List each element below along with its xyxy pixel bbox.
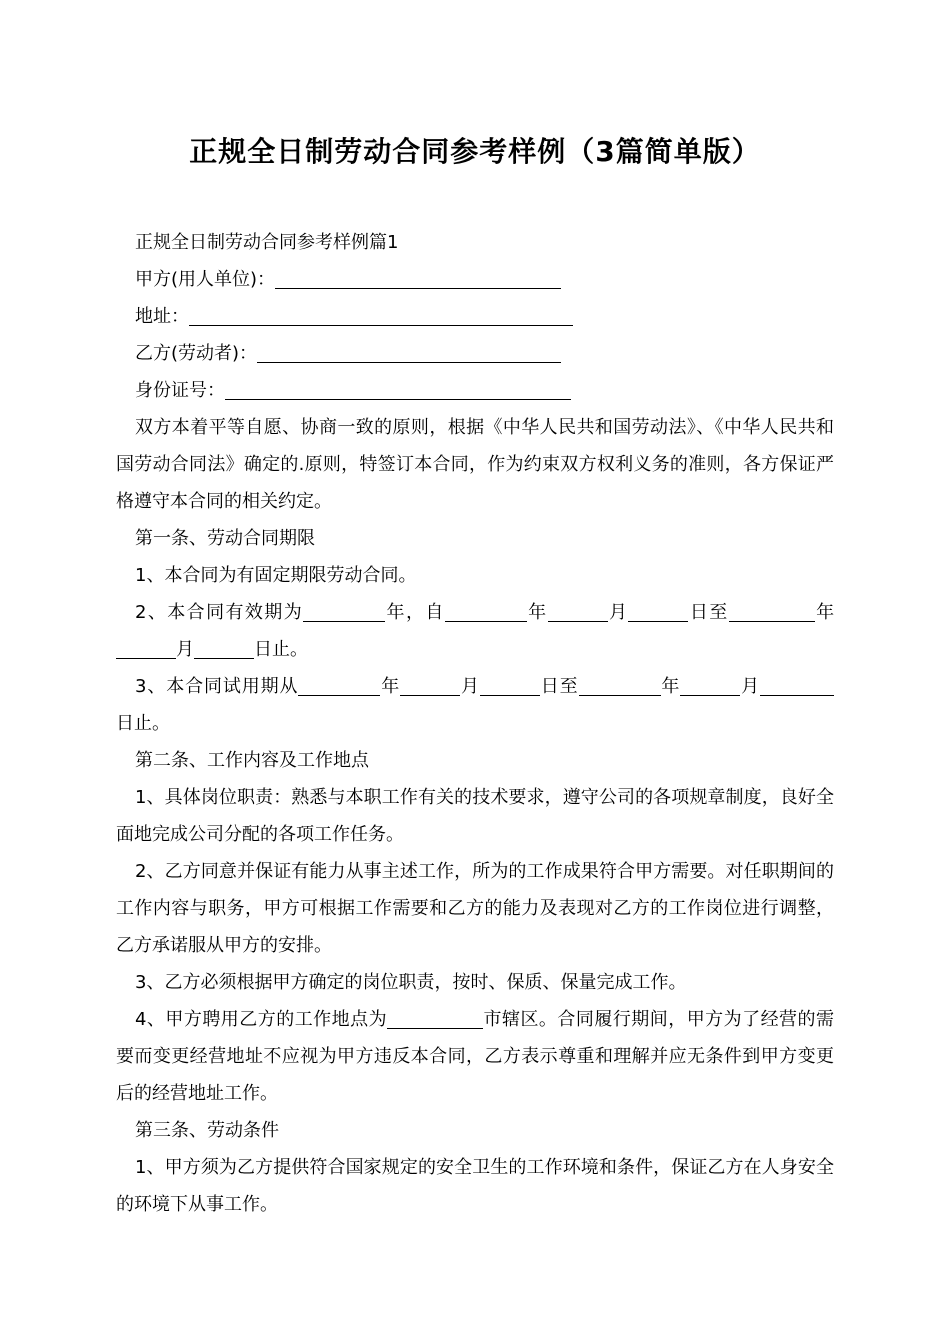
- a2-item4-lead: 4、甲方聘用乙方的工作地点为: [135, 1009, 388, 1030]
- a1-item3-lead: 3、本合同试用期从: [135, 676, 299, 697]
- id-number-line: [116, 372, 834, 409]
- address-line: [116, 298, 834, 335]
- work-city-blank: [387, 1004, 483, 1029]
- probation-end-month-blank: [680, 671, 740, 696]
- id-number-blank: [225, 375, 571, 400]
- article3-item1: 1、甲方须为乙方提供符合国家规定的安全卫生的工作环境和条件，保证乙方在人身安全的环境下从事工作。: [116, 1157, 834, 1215]
- document-title: 正规全日制劳动合同参考样例（3篇简单版）: [189, 135, 761, 168]
- article2-item2: 2、乙方同意并保证有能力从事主述工作，所为的工作成果符合甲方需要。对任职期间的工作内容与职务，甲方可根据工作需要和乙方的能力及表现对乙方的工作岗位进行调整，乙方承诺服从甲方的安排。: [116, 861, 834, 956]
- probation-end-year-blank: [579, 671, 661, 696]
- a1-item3-t1: 年: [380, 676, 401, 697]
- end-month-blank: [116, 634, 176, 659]
- article1-item2: [116, 594, 834, 668]
- id-label: 身份证号：: [135, 380, 225, 401]
- article3-heading: 第三条、劳动条件: [135, 1120, 279, 1141]
- probation-end-day-blank-b: [810, 671, 834, 696]
- document-body: [116, 224, 834, 1223]
- party-b-label: 乙方(劳动者)：: [135, 343, 258, 364]
- party-a-line: [116, 261, 834, 298]
- start-year-blank: [445, 597, 527, 622]
- a1-item2-t4: 日至: [688, 602, 729, 623]
- end-year-blank: [729, 597, 815, 622]
- a1-item3-t4: 年: [660, 676, 681, 697]
- a1-item3-t2: 月: [460, 676, 480, 697]
- a1-item2-t3: 月: [607, 602, 629, 623]
- article2-item3: 3、乙方必须根据甲方确定的岗位职责，按时、保质、保量完成工作。: [135, 972, 687, 993]
- probation-end-day-blank-a: [760, 671, 810, 696]
- article1-item1: 1、本合同为有固定期限劳动合同。: [135, 565, 417, 586]
- article2-item4: [116, 1001, 834, 1112]
- contract-subtitle: 正规全日制劳动合同参考样例篇1: [135, 232, 399, 253]
- a1-item2-t1: 年，自: [385, 602, 445, 623]
- end-day-blank: [194, 634, 254, 659]
- a2-item4-rest: 市辖区。合同履行期间，甲方为了经营的需要而变更经营地址不应视为甲方违反本合同，乙方表示尊重和理解并应无条件到甲方变更后的经营地址工作。: [116, 1009, 834, 1104]
- party-a-blank: [275, 264, 561, 289]
- term-years-blank: [303, 597, 385, 622]
- a1-item2-t2: 年: [526, 602, 548, 623]
- start-day-blank: [628, 597, 688, 622]
- a1-item2-t5: 年: [814, 602, 835, 623]
- probation-start-year-blank: [298, 671, 380, 696]
- intro-paragraph: 双方本着平等自愿、协商一致的原则，根据《中华人民共和国劳动法》、《中华人民共和国劳动合同法》确定的.原则，特签订本合同，作为约束双方权利义务的准则，各方保证严格遵守本合同的相关约定。: [116, 417, 834, 512]
- party-a-label: 甲方(用人单位)：: [135, 269, 276, 290]
- article2-heading: 第二条、工作内容及工作地点: [135, 750, 369, 771]
- probation-start-month-blank: [400, 671, 460, 696]
- article1-item3: [116, 668, 834, 742]
- party-b-blank: [257, 338, 561, 363]
- a1-item3-t3: 日至: [539, 676, 579, 697]
- a1-item2-t6: 月: [176, 639, 194, 660]
- party-b-line: [116, 335, 834, 372]
- address-blank: [189, 301, 573, 326]
- probation-start-day-blank: [480, 671, 540, 696]
- article2-item1: 1、具体岗位职责：熟悉与本职工作有关的技术要求，遵守公司的各项规章制度，良好全面地完成公司分配的各项工作任务。: [116, 787, 834, 845]
- address-label: 地址：: [135, 306, 189, 327]
- a1-item3-t6: 日止。: [116, 713, 170, 734]
- a1-item3-t5: 月: [740, 676, 761, 697]
- a1-item2-lead: 2、本合同有效期为: [135, 602, 304, 623]
- a1-item2-t7: 日止。: [254, 639, 308, 660]
- start-month-blank: [548, 597, 608, 622]
- article1-heading: 第一条、劳动合同期限: [135, 528, 315, 549]
